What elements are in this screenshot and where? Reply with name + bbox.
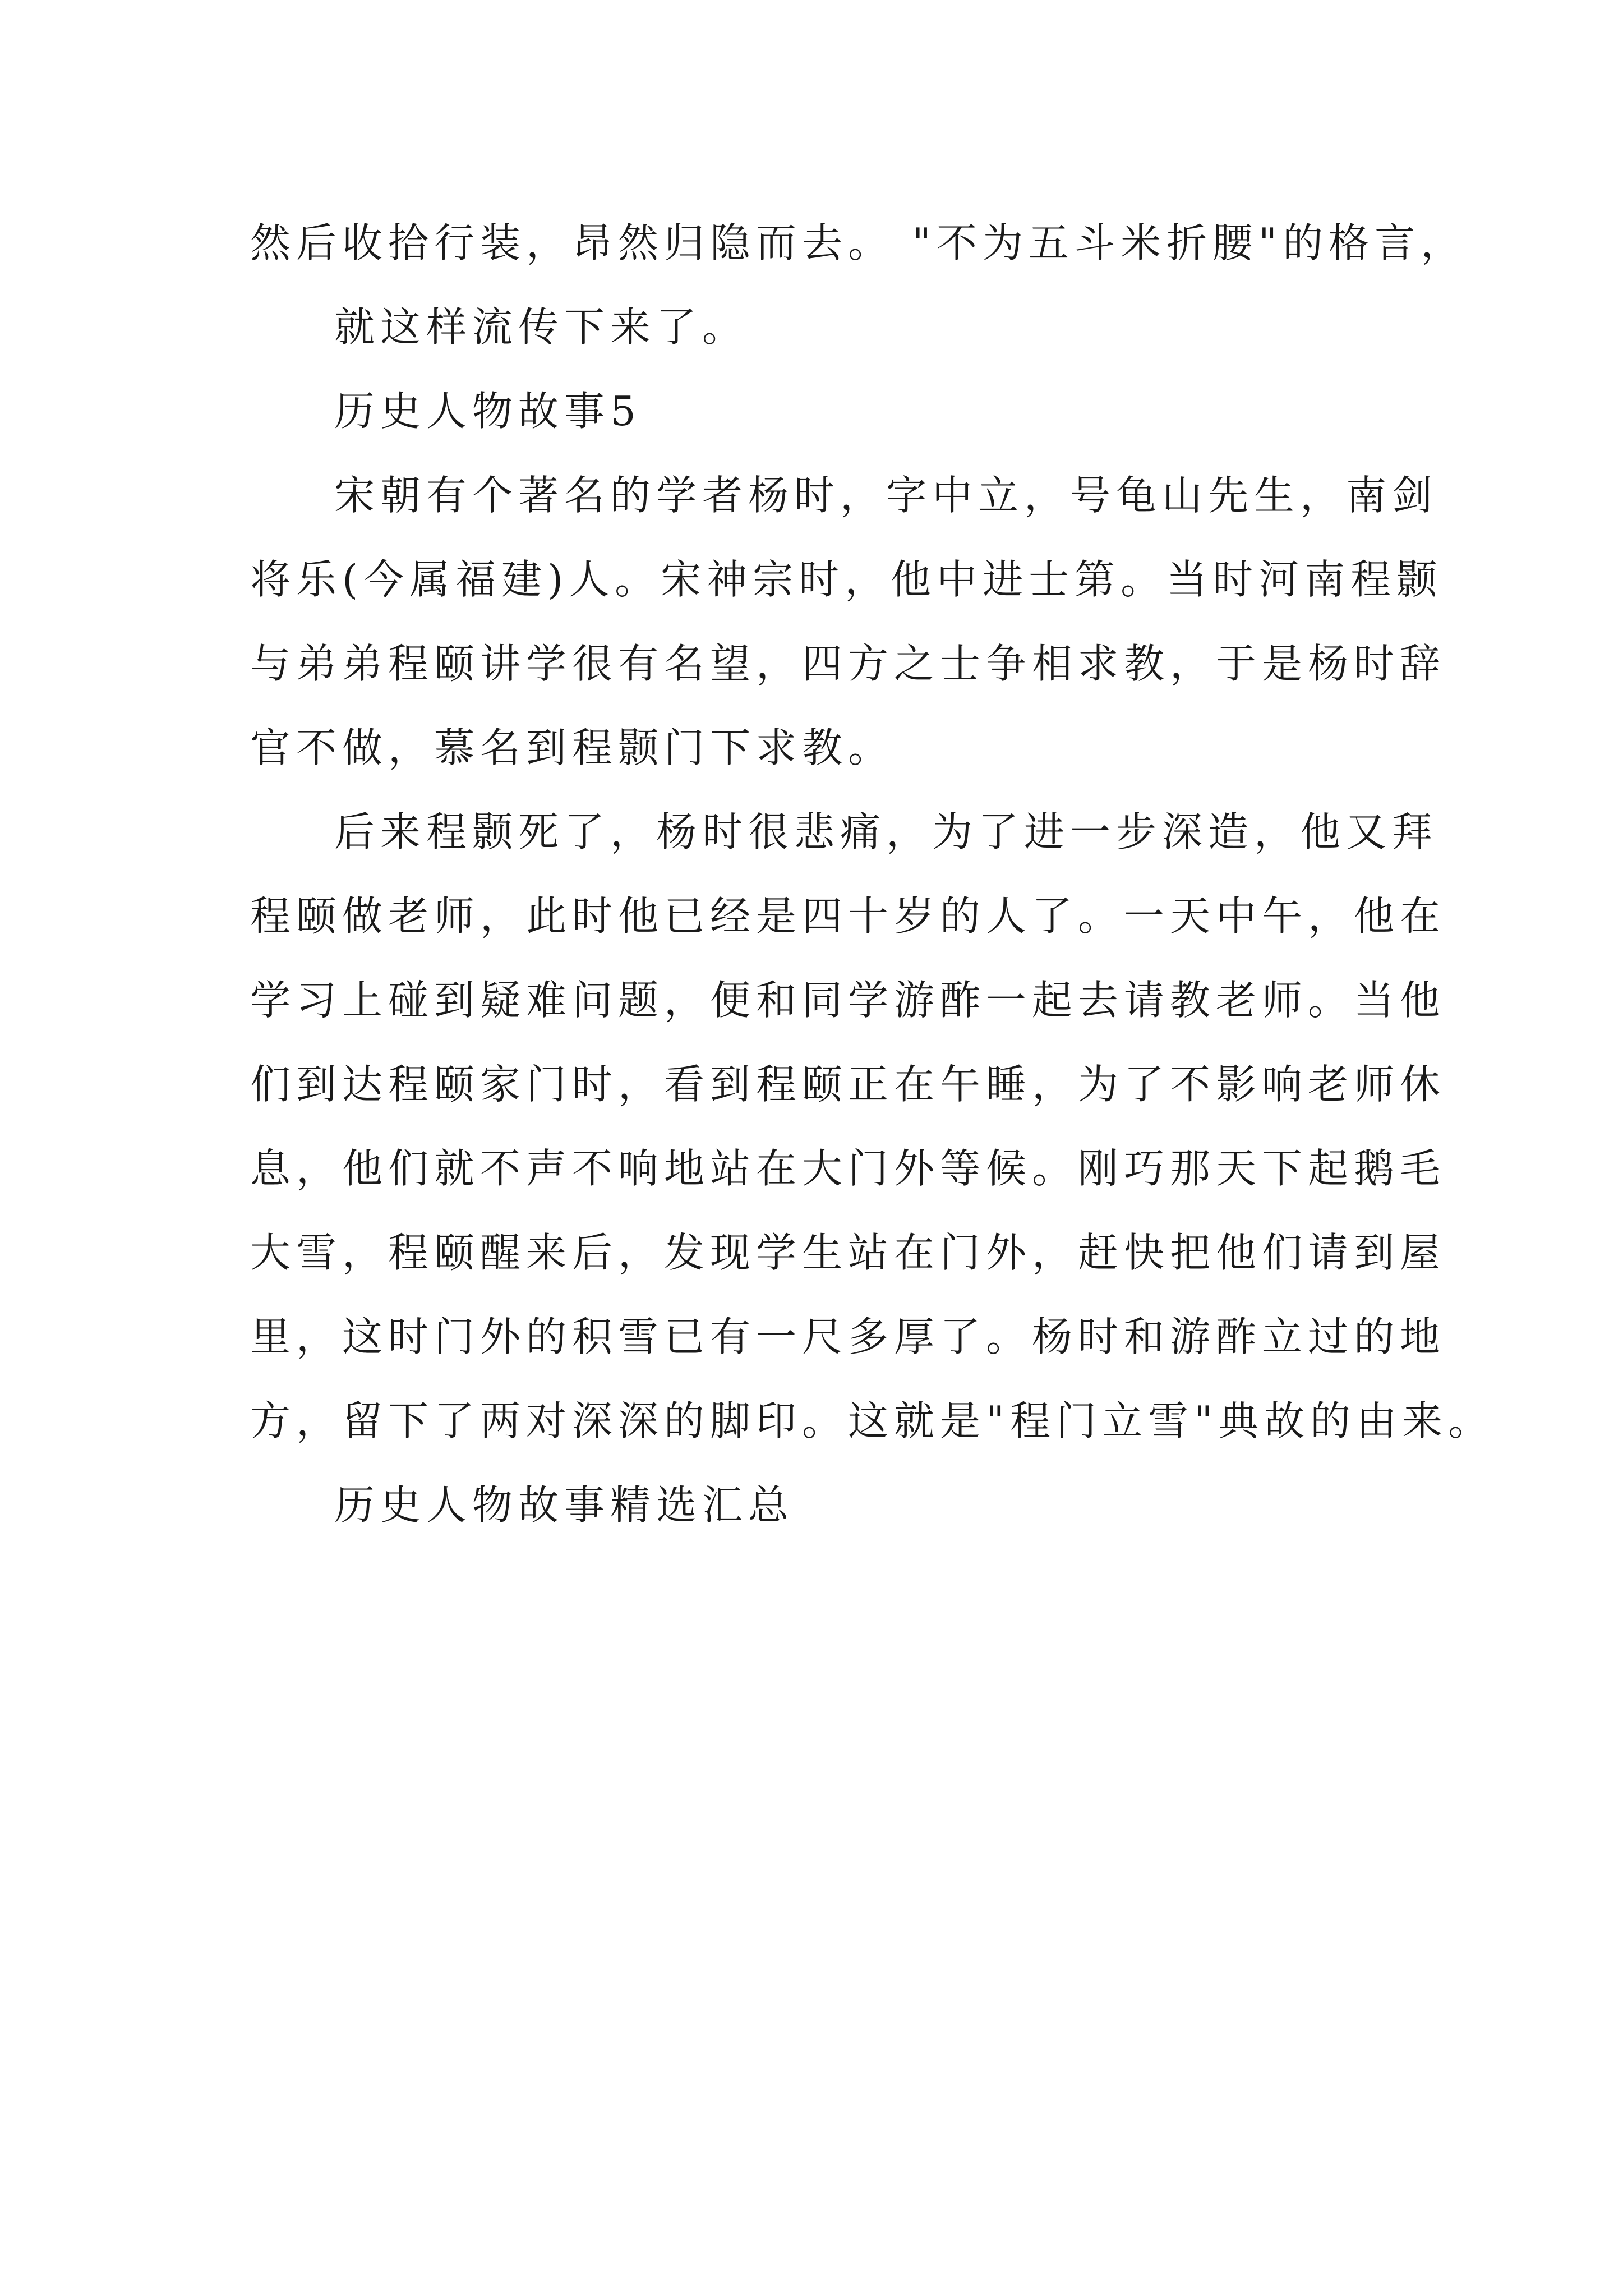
text-line: 学习上碰到疑难问题，便和同学游酢一起去请教老师。当他: [250, 977, 1446, 1024]
text-line: 然后收拾行装，昂然归隐而去。 "不为五斗米折腰"的格言，: [250, 219, 1467, 266]
text-line: 方，留下了两对深深的脚印。这就是"程门立雪"典故的由来。: [250, 1397, 1495, 1444]
text-line: 宋朝有个著名的学者杨时，字中立，号龟山先生，南剑: [334, 472, 1438, 519]
text-line: 们到达程颐家门时，看到程颐正在午睡，为了不影响老师休: [250, 1061, 1446, 1108]
text-line: 大雪，程颐醒来后，发现学生站在门外，赶快把他们请到屋: [250, 1229, 1446, 1276]
section-heading: 历史人物故事5: [334, 388, 642, 435]
closing-title: 历史人物故事精选汇总: [334, 1481, 795, 1529]
text-line: 与弟弟程颐讲学很有名望，四方之士争相求教，于是杨时辞: [250, 640, 1446, 687]
text-line: 程颐做老师，此时他已经是四十岁的人了。一天中午，他在: [250, 892, 1446, 940]
text-line: 将乐(今属福建)人。宋神宗时，他中进士第。当时河南程颢: [250, 556, 1443, 603]
text-line: 后来程颢死了，杨时很悲痛，为了进一步深造，他又拜: [334, 808, 1438, 855]
text-line: 息，他们就不声不响地站在大门外等候。刚巧那天下起鹅毛: [250, 1145, 1446, 1192]
text-line: 里，这时门外的积雪已有一尺多厚了。杨时和游酢立过的地: [250, 1313, 1446, 1360]
text-line: 官不做，慕名到程颢门下求教。: [250, 724, 895, 771]
text-line: 就这样流传下来了。: [334, 303, 749, 351]
